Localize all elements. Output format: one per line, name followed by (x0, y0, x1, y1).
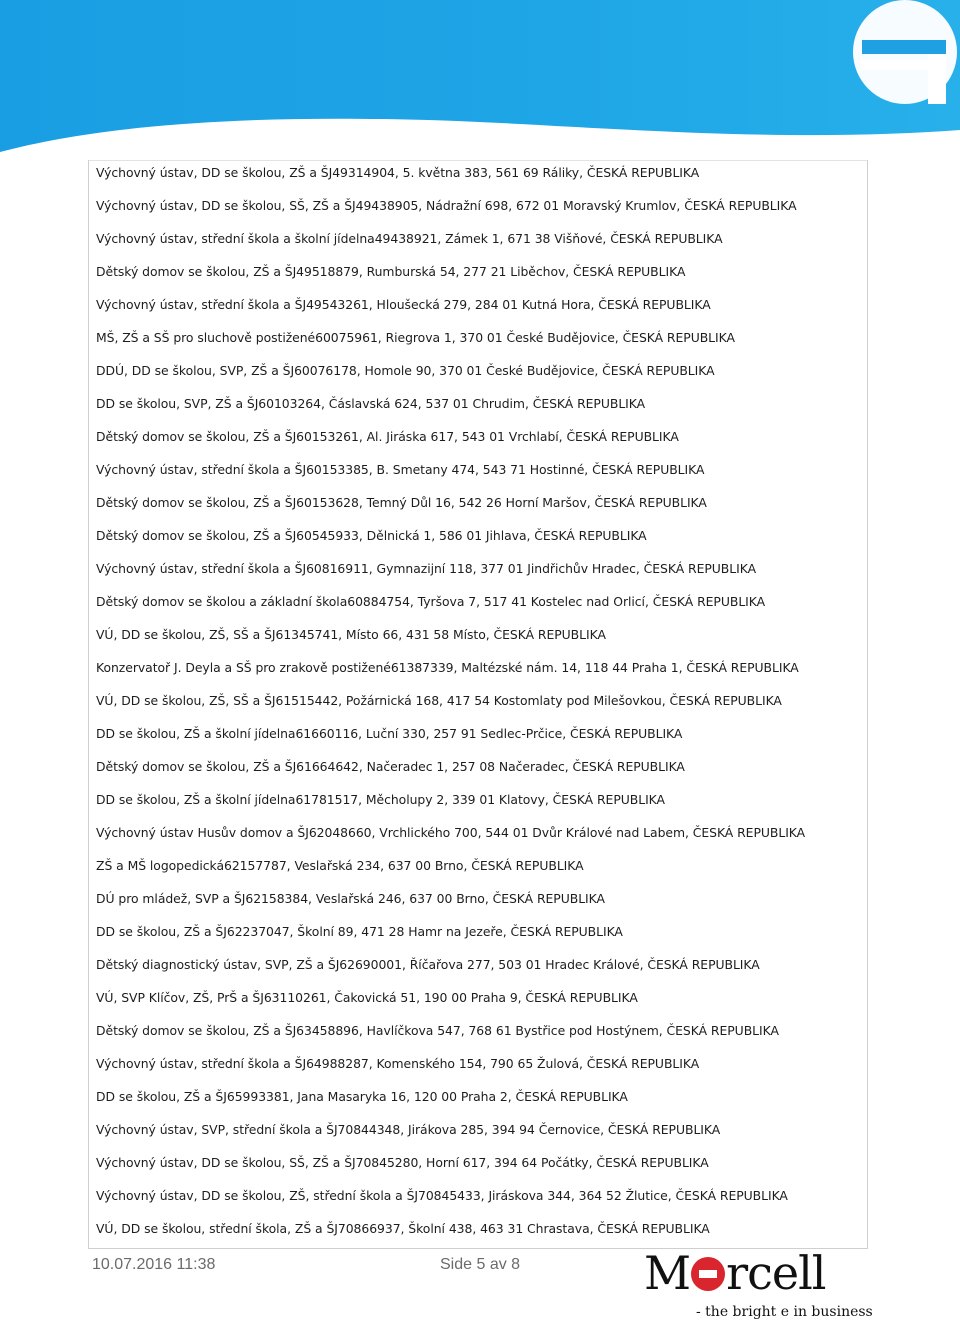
logo-tagline: - the bright e in business (696, 1304, 873, 1320)
list-item: DD se školou, ZŠ a ŠJ65993381, Jana Masaryka 16, 120 00 Praha 2, ČESKÁ REPUBLIKA (96, 1089, 628, 1104)
list-item: Výchovný ústav, střední škola a školní jídelna49438921, Zámek 1, 671 38 Višňové, ČESKÁ REPUBLIKA (96, 231, 723, 246)
list-item: Dětský domov se školou, ZŠ a ŠJ63458896, Havlíčkova 547, 768 61 Bystřice pod Hostýnem, ČESKÁ REPUBLIKA (96, 1023, 779, 1038)
list-item: Výchovný ústav, střední škola a ŠJ60153385, B. Smetany 474, 543 71 Hostinné, ČESKÁ REPUBLIKA (96, 462, 705, 477)
institution-list (96, 163, 866, 1252)
list-item: Výchovný ústav Husův domov a ŠJ62048660, Vrchlického 700, 544 01 Dvůr Králové nad Labem, ČESKÁ REPUBLIKA (96, 825, 806, 840)
list-item: Výchovný ústav, střední škola a ŠJ60816911, Gymnazijní 118, 377 01 Jindřichův Hradec, ČESKÁ REPUBLIKA (96, 561, 757, 576)
list-item: DD se školou, SVP, ZŠ a ŠJ60103264, Čáslavská 624, 537 01 Chrudim, ČESKÁ REPUBLIKA (96, 396, 646, 411)
list-item: Výchovný ústav, DD se školou, SŠ, ZŠ a ŠJ49438905, Nádražní 698, 672 01 Moravský Krumlov, ČESKÁ REPUBLIKA (96, 198, 797, 213)
list-item: Dětský domov se školou, ZŠ a ŠJ60153261, Al. Jiráska 617, 543 01 Vrchlabí, ČESKÁ REPUBLIKA (96, 429, 679, 444)
list-item: DÚ pro mládež, SVP a ŠJ62158384, Veslařská 246, 637 00 Brno, ČESKÁ REPUBLIKA (96, 891, 605, 906)
footer-date: 10.07.2016 11:38 (92, 1256, 216, 1273)
footer-page-number: Side 5 av 8 (440, 1256, 521, 1273)
content-frame-left (88, 160, 89, 1248)
logo-letter-m: M (644, 1246, 691, 1300)
logo-letters: rcell (726, 1246, 826, 1300)
list-item: ZŠ a MŠ logopedická62157787, Veslařská 234, 637 00 Brno, ČESKÁ REPUBLIKA (96, 858, 584, 873)
list-item: VÚ, DD se školou, ZŠ, SŠ a ŠJ61345741, Místo 66, 431 58 Místo, ČESKÁ REPUBLIKA (96, 627, 606, 642)
list-item: Dětský domov se školou a základní škola60884754, Tyršova 7, 517 41 Kostelec nad Orlicí, ČESKÁ REPUBLIKA (96, 594, 766, 609)
list-item: DD se školou, ZŠ a školní jídelna61660116, Luční 330, 257 91 Sedlec-Prčice, ČESKÁ REPUBLIKA (96, 726, 683, 741)
marcell-logo (640, 1246, 873, 1326)
list-item: Konzervatoř J. Deyla a SŠ pro zrakově postižené61387339, Maltézské nám. 14, 118 44 Praha 1, ČESKÁ REPUBLIKA (96, 660, 799, 675)
list-item: DD se školou, ZŠ a školní jídelna61781517, Měcholupy 2, 339 01 Klatovy, ČESKÁ REPUBLIKA (96, 792, 665, 807)
list-item: Výchovný ústav, DD se školou, ZŠ, střední škola a ŠJ70845433, Jiráskova 344, 364 52 Žlutice, ČESKÁ REPUBLIKA (96, 1188, 788, 1203)
header-band (0, 0, 960, 152)
list-item: Dětský domov se školou, ZŠ a ŠJ61664642, Načeradec 1, 257 08 Načeradec, ČESKÁ REPUBLIKA (96, 759, 685, 774)
list-item: Dětský domov se školou, ZŠ a ŠJ49518879, Rumburská 54, 277 21 Liběchov, ČESKÁ REPUBLIKA (96, 264, 686, 279)
list-item: VÚ, DD se školou, ZŠ, SŠ a ŠJ61515442, Požárnická 168, 417 54 Kostomlaty pod Milešovkou, ČESKÁ REPUBLIKA (96, 693, 782, 708)
header-banner (0, 0, 960, 152)
list-item: Výchovný ústav, střední škola a ŠJ49543261, Hloušecká 279, 284 01 Kutná Hora, ČESKÁ REPUBLIKA (96, 297, 711, 312)
list-item: Dětský domov se školou, ZŠ a ŠJ60545933, Dělnická 1, 586 01 Jihlava, ČESKÁ REPUBLIKA (96, 528, 647, 543)
list-item: DD se školou, ZŠ a ŠJ62237047, Školní 89, 471 28 Hamr na Jezeře, ČESKÁ REPUBLIKA (96, 924, 623, 939)
list-item: Výchovný ústav, DD se školou, SŠ, ZŠ a ŠJ70845280, Horní 617, 394 64 Počátky, ČESKÁ REPUBLIKA (96, 1155, 709, 1170)
list-item: Výchovný ústav, SVP, střední škola a ŠJ70844348, Jirákova 285, 394 94 Černovice, ČESKÁ REPUBLIKA (96, 1122, 721, 1137)
list-item: Výchovný ústav, střední škola a ŠJ64988287, Komenského 154, 790 65 Žulová, ČESKÁ REPUBLIKA (96, 1056, 700, 1071)
content-frame-right (867, 160, 868, 1248)
e-circle-icon (853, 0, 957, 104)
list-item: DDÚ, DD se školou, SVP, ZŠ a ŠJ60076178, Homole 90, 370 01 České Budějovice, ČESKÁ REPUBLIKA (96, 363, 715, 378)
list-item: MŠ, ZŠ a SŠ pro sluchově postižené60075961, Riegrova 1, 370 01 České Budějovice, ČESKÁ REPUBLIKA (96, 330, 735, 345)
list-item: VÚ, DD se školou, střední škola, ZŠ a ŠJ70866937, Školní 438, 463 31 Chrastava, ČESKÁ REPUBLIKA (96, 1221, 710, 1236)
list-item: Dětský domov se školou, ZŠ a ŠJ60153628, Temný Důl 16, 542 26 Horní Maršov, ČESKÁ REPUBLIKA (96, 495, 707, 510)
list-item: Výchovný ústav, DD se školou, ZŠ a ŠJ49314904, 5. května 383, 561 69 Ráliky, ČESKÁ REPUBLIKA (96, 165, 700, 180)
content-frame-top (88, 160, 868, 161)
logo-wordmark (644, 1246, 826, 1300)
list-item: VÚ, SVP Klíčov, ZŠ, PrŠ a ŠJ63110261, Čakovická 51, 190 00 Praha 9, ČESKÁ REPUBLIKA (96, 990, 638, 1005)
red-e-icon (691, 1257, 725, 1291)
list-item: Dětský diagnostický ústav, SVP, ZŠ a ŠJ62690001, Říčařova 277, 503 01 Hradec Králové, ČESKÁ REPUBLIKA (96, 957, 760, 972)
